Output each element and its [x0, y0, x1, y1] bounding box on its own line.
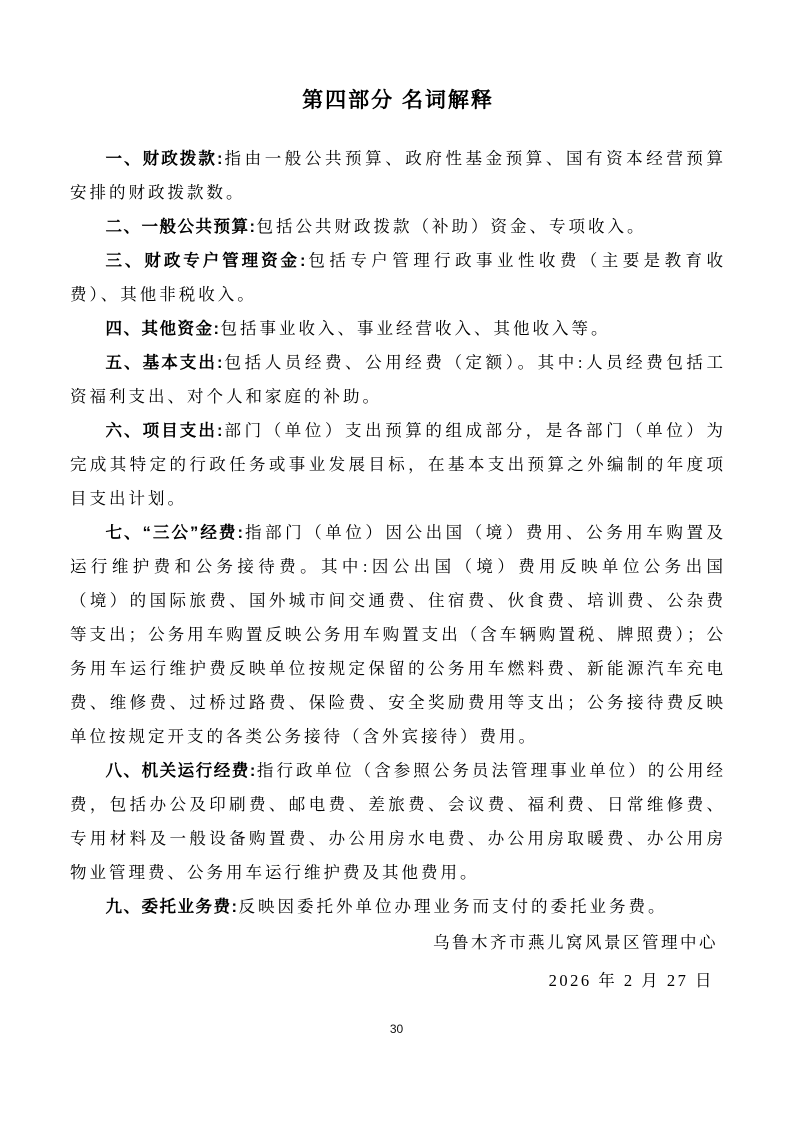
term-definition: 包括事业收入、事业经营收入、其他收入等。	[220, 319, 611, 338]
glossary-content	[70, 86, 726, 1000]
glossary-paragraph	[70, 414, 726, 516]
term-label: 三、财政专户管理资金:	[105, 252, 307, 270]
glossary-paragraph	[70, 754, 726, 890]
term-definition: 包括公共财政拨款（补助）资金、专项收入。	[256, 217, 647, 236]
page-title: 第四部分 名词解释	[302, 89, 494, 112]
term-label: 八、机关运行经费:	[105, 762, 257, 780]
glossary-paragraph	[70, 312, 726, 346]
glossary-paragraph	[70, 142, 726, 210]
page-number: 30	[389, 1022, 404, 1036]
term-label: 九、委托业务费:	[105, 898, 239, 916]
glossary-paragraph	[70, 244, 726, 312]
issue-date: 2026 年 2 月 27 日	[548, 971, 714, 990]
glossary-paragraph	[70, 890, 726, 924]
term-definition: 部门（单位）支出预算的组成部分，是各部门（单位）为完成其特定的行政任务或事业发展目标，在基本支出预算之外编制的年度项目支出计划。	[70, 421, 727, 508]
term-definition: 指部门（单位）因公出国（境）费用、公务用车购置及运行维护费和公务接待费。其中:因公出国（境）费用反映单位公务出国（境）的国际旅费、国外城市间交通费、住宿费、伙食费、培训费、公杂费等支出；公务用车购置反映公务用车购置支出（含车辆购置税、牌照费）；公务用车运行维护费反映单位按规定保留的公务用车燃料费、新能源汽车充电费、维修费、过桥过路费、保险费、安全奖励费用等支出；公务接待费反映单位按规定开支的各类公务接待（含外宾接待）费用。	[70, 523, 727, 746]
term-label: 五、基本支出:	[105, 354, 224, 372]
term-definition: 包括专户管理行政事业性收费（主要是教育收费）、其他非税收入。	[70, 251, 727, 304]
term-label: 六、项目支出:	[105, 422, 224, 440]
term-definition: 包括人员经费、公用经费（定额）。其中:人员经费包括工资福利支出、对个人和家庭的补助。	[70, 353, 726, 406]
term-definition: 反映因委托外单位办理业务而支付的委托业务费。	[238, 897, 668, 916]
term-label: 二、一般公共预算:	[105, 218, 257, 236]
term-definition: 指行政单位（含参照公务员法管理事业单位）的公用经费，包括办公及印刷费、邮电费、差旅费、会议费、福利费、日常维修费、专用材料及一般设备购置费、办公用房水电费、办公用房取暖费、办公用房物业管理费、公务用车运行维护费及其他费用。	[70, 761, 727, 882]
term-label: 一、财政拨款:	[105, 150, 224, 168]
term-label: 四、其他资金:	[105, 320, 221, 338]
glossary-paragraph	[70, 210, 726, 244]
glossary-paragraph	[70, 516, 726, 754]
term-label: 七、“三公”经费:	[105, 524, 245, 542]
glossary-paragraph	[70, 346, 726, 414]
term-definition: 指由一般公共预算、政府性基金预算、国有资本经营预算安排的财政拨款数。	[70, 149, 727, 202]
issuer-name: 乌鲁木齐市燕儿窝风景区管理中心	[433, 933, 718, 952]
